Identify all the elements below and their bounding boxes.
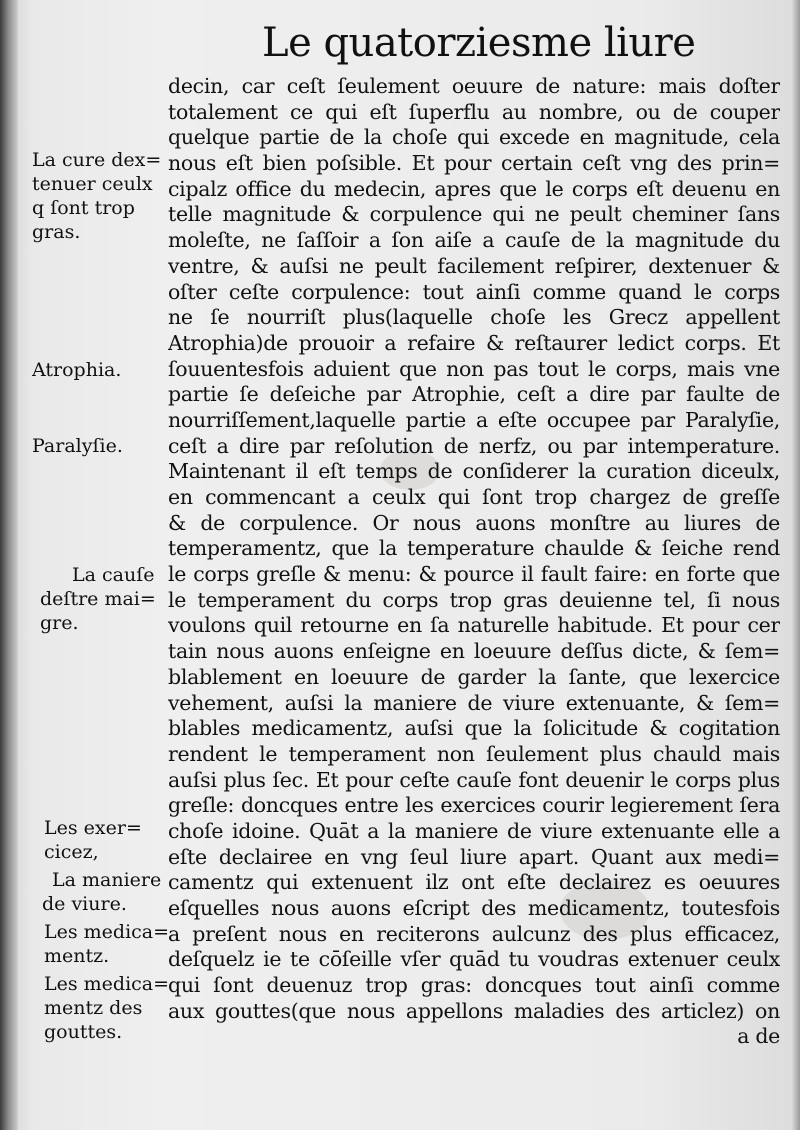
text-line: telle magnitude & corpulence qui ne peult cheminer ſans bbox=[168, 202, 780, 227]
margin-note-line: La cauſe bbox=[72, 564, 155, 586]
text-line: choſe idoine. Quāt a la maniere de viure extenuante elle a bbox=[168, 818, 780, 843]
text-line: nourriſſement,laquelle partie a eſte occupee par Paralyſie, bbox=[168, 407, 780, 432]
text-line: totalement ce qui eſt ſuperflu au nombre, ou de couper bbox=[168, 99, 780, 124]
margin-note-line: de viure. bbox=[42, 893, 127, 915]
text-line: cipalz office du medecin, apres que le corps eſt deuenu en bbox=[168, 176, 780, 201]
text-line: camentz qui extenuent ilz ont eſte declairez es oeuures bbox=[168, 870, 780, 895]
margin-note-line: Les medica= bbox=[44, 973, 170, 995]
margin-note-maniere bbox=[42, 868, 182, 916]
margin-note-line: gras. bbox=[32, 221, 81, 243]
margin-note-line: Les medica= bbox=[44, 921, 170, 943]
text-line: ne ſe nourriſt plus(laquelle choſe les Grecz appellent bbox=[168, 305, 780, 330]
text-line: a preſent nous en reciterons aulcunz des plus efficacez, bbox=[168, 921, 780, 946]
page-edge bbox=[792, 0, 800, 1130]
text-line: auſsi plus ſec. Et pour ceſte cauſe font deuenir le corps plus bbox=[168, 767, 780, 792]
margin-note-line: deſtre mai= bbox=[40, 588, 156, 610]
text-line: decin, car ceſt ſeulement oeuure de nature: mais doſter bbox=[168, 74, 780, 98]
text-line: a de bbox=[737, 1024, 780, 1049]
text-line: eſquelles nous auons eſcript des medicamentz, toutesfois bbox=[168, 896, 780, 920]
margin-note-exercices bbox=[44, 816, 180, 864]
margin-note-line: tenuer ceulx bbox=[32, 173, 153, 195]
text-line: quelque partie de la choſe qui excede en magnitude, cela bbox=[168, 125, 780, 150]
text-line: blablement en loeuure de garder la ſante, que lexercice bbox=[168, 664, 780, 689]
margin-note-line: Les exer= bbox=[44, 817, 142, 839]
text-line: partie ſe deſeiche par Atrophie, ceſt a dire par faulte de bbox=[168, 382, 780, 407]
margin-note-cause bbox=[40, 563, 176, 635]
text-line: Atrophia)de prouoir a refaire & reſtaurer ledict corps. Et bbox=[168, 330, 780, 355]
text-line: qui ſont deuenuz trop gras: doncques tout ainſi comme bbox=[168, 973, 780, 998]
margin-note-line: La cure dex= bbox=[32, 149, 162, 171]
margin-note-line: mentz. bbox=[44, 945, 110, 967]
text-line: & de corpulence. Or nous auons monſtre au liures de bbox=[168, 510, 780, 535]
text-line: le corps greſle & menu: & pource il fault faire: en forte que bbox=[168, 562, 780, 587]
margin-note-line: Atrophia. bbox=[32, 359, 122, 381]
margin-note-line: q ſont trop bbox=[32, 197, 135, 219]
text-line: greſle: doncques entre les exercices courir legierement ſera bbox=[168, 793, 780, 818]
margin-note-paralysie bbox=[32, 434, 168, 458]
margin-note-medicamentz-gouttes bbox=[44, 972, 180, 1044]
text-line: tain nous auons enſeigne en loeuure deſſus dicte, & ſem= bbox=[168, 639, 780, 664]
body-text bbox=[168, 74, 780, 1050]
margin-note-line: mentz des bbox=[44, 997, 143, 1019]
text-line: oſter ceſte corpulence: tout ainſi comme quand le corps bbox=[168, 279, 780, 304]
text-line: aux gouttes(que nous appellons maladies des articlez) on bbox=[168, 998, 780, 1023]
text-line: blables medicamentz, auſsi que la ſolicitude & cogitation bbox=[168, 716, 780, 741]
margin-note-line: Paralyſie. bbox=[32, 435, 123, 457]
text-line: eſte declairee en vng ſeul liure apart. Quant aux medi= bbox=[168, 844, 780, 869]
margin-note-line: gouttes. bbox=[44, 1021, 123, 1043]
text-line: temperamentz, que la temperature chaulde & ſeiche rend bbox=[168, 536, 780, 561]
text-line: Maintenant il eſt temps de conſiderer la curation diceulx, bbox=[168, 459, 780, 484]
text-line: ceſt a dire par reſolution de nerfz, ou par intemperature. bbox=[168, 433, 780, 458]
text-line: moleſte, ne ſaſſoir a ſon aiſe a cauſe de la magnitude du bbox=[168, 228, 780, 253]
text-line: en commencant a ceulx qui ſont trop chargez de greſſe bbox=[168, 485, 780, 509]
margin-note-atrophia bbox=[32, 358, 168, 382]
text-line: voulons quil retourne en ſa naturelle habitude. Et pour cer bbox=[168, 613, 780, 638]
page-binding-shadow bbox=[0, 0, 18, 1130]
running-head: Le quatorziesme liure bbox=[262, 20, 696, 66]
margin-note-line: La maniere bbox=[52, 869, 162, 891]
margin-note-line: cicez, bbox=[44, 841, 99, 863]
text-line: vehement, auſsi la maniere de viure extenuante, & ſem= bbox=[168, 690, 780, 715]
margin-note-cure bbox=[32, 148, 168, 244]
text-line: ventre, & auſsi ne peult facilement reſpirer, dextenuer & bbox=[168, 253, 780, 278]
text-line: rendent le temperament non ſeulement plus chauld mais bbox=[168, 741, 780, 766]
text-line: nous eſt bien poſsible. Et pour certain ceſt vng des prin= bbox=[168, 151, 780, 176]
text-line: deſquelz ie te cōſeille vſer quād tu voudras extenuer ceulx bbox=[168, 947, 780, 972]
text-line: ſouuentesfois aduient que non pas tout le corps, mais vne bbox=[168, 356, 780, 381]
margin-note-medicamentz bbox=[44, 920, 180, 968]
text-line: le temperament du corps trop gras deuienne tel, ſi nous bbox=[168, 587, 780, 612]
margin-note-line: gre. bbox=[40, 612, 79, 634]
